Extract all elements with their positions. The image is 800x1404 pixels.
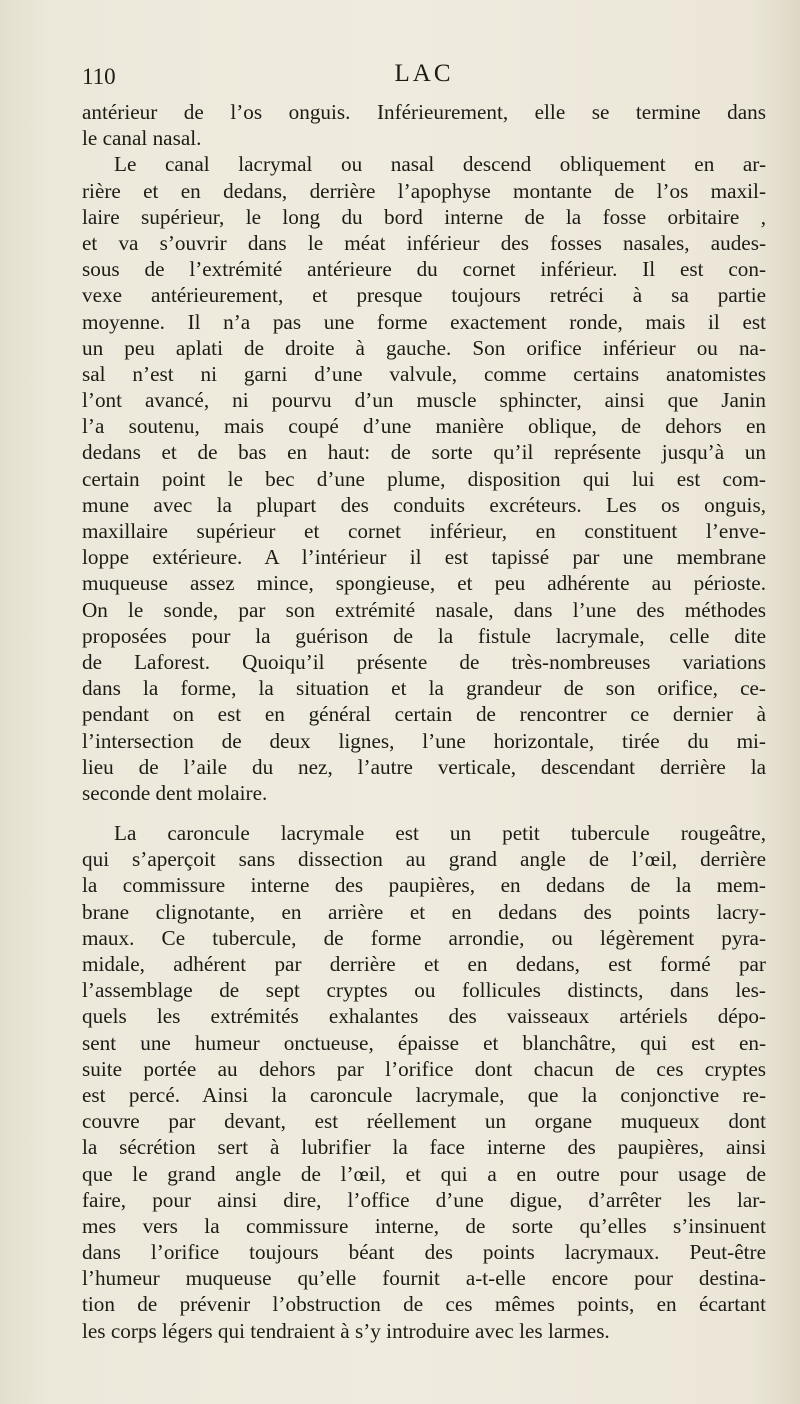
- text-line: le canal nasal.: [82, 126, 202, 151]
- text-line: On le sonde, par son extrémité nasale, dans l’une des méthodes: [82, 597, 766, 622]
- text-line: vexe antérieurement, et presque toujours retréci à sa partie: [82, 283, 766, 308]
- text-line: antérieur de l’os onguis. Inférieurement, elle se termine dans: [82, 100, 766, 124]
- text-line: La caroncule lacrymale est un petit tubercule rougeâtre,: [114, 821, 766, 846]
- text-line: midale, adhérent par derrière et en dedans, est formé par: [82, 952, 766, 976]
- paragraph: [82, 151, 766, 806]
- text-line: sous de l’extrémité antérieure du cornet inférieur. Il est con-: [82, 257, 766, 282]
- text-line: seconde dent molaire.: [82, 780, 268, 805]
- page-number: 110: [82, 64, 116, 89]
- text-line: suite portée au dehors par l’orifice dont chacun de ces cryptes: [82, 1056, 766, 1081]
- text-line: l’a soutenu, mais coupé d’une manière oblique, de dehors en: [82, 414, 766, 439]
- text-line: la commissure interne des paupières, en dedans de la mem-: [82, 873, 766, 898]
- text-line: rière et en dedans, derrière l’apophyse montante de l’os maxil-: [82, 178, 766, 203]
- text-line: maxillaire supérieur et cornet inférieur, en constituent l’enve-: [82, 519, 766, 543]
- text-line: dedans et de bas en haut: de sorte qu’il représente jusqu’à un: [82, 440, 766, 465]
- text-line: mune avec la plupart des conduits excréteurs. Les os onguis,: [82, 492, 766, 517]
- text-line: muqueuse assez mince, spongieuse, et peu adhérente au périoste.: [82, 571, 766, 596]
- text-line: couvre par devant, est réellement un organe muqueux dont: [82, 1109, 766, 1134]
- text-line: un peu aplati de droite à gauche. Son orifice inférieur ou na-: [82, 335, 766, 360]
- text-line: proposées pour la guérison de la fistule lacrymale, celle dite: [82, 623, 766, 648]
- text-line: l’intersection de deux lignes, l’une horizontale, tirée du mi-: [82, 728, 766, 753]
- text-line: loppe extérieure. A l’intérieur il est tapissé par une membrane: [82, 545, 766, 570]
- text-line: Le canal lacrymal ou nasal descend obliquement en ar-: [114, 152, 766, 177]
- paragraph: [82, 820, 766, 1344]
- text-line: qui s’aperçoit sans dissection au grand angle de l’œil, derrière: [82, 847, 766, 872]
- text-line: la sécrétion sert à lubrifier la face interne des paupières, ainsi: [82, 1135, 766, 1160]
- text-line: que le grand angle de l’œil, et qui a en outre pour usage de: [82, 1161, 766, 1186]
- text-line: laire supérieur, le long du bord interne de la fosse orbitaire ,: [82, 204, 766, 229]
- text-line: brane clignotante, en arrière et en dedans des points lacry-: [82, 899, 766, 924]
- text-line: l’humeur muqueuse qu’elle fournit a-t-elle encore pour destina-: [82, 1266, 766, 1291]
- text-line: tion de prévenir l’obstruction de ces mêmes points, en écartant: [82, 1292, 766, 1317]
- running-head: LAC: [394, 60, 454, 87]
- body-text: [82, 99, 766, 1344]
- text-line: certain point le bec d’une plume, disposition qui lui est com-: [82, 466, 766, 491]
- text-line: sent une humeur onctueuse, épaisse et blanchâtre, qui est en-: [82, 1030, 766, 1055]
- text-line: les corps légers qui tendraient à s’y introduire avec les larmes.: [82, 1318, 610, 1343]
- text-line: maux. Ce tubercule, de forme arrondie, ou légèrement pyra-: [82, 925, 766, 950]
- text-line: l’assemblage de sept cryptes ou follicules distincts, dans les-: [82, 978, 766, 1003]
- text-line: l’ont avancé, ni pourvu d’un muscle sphincter, ainsi que Janin: [82, 388, 766, 413]
- text-line: lieu de l’aile du nez, l’autre verticale, descendant derrière la: [82, 754, 766, 779]
- text-line: et va s’ouvrir dans le méat inférieur des fosses nasales, audes-: [82, 230, 766, 255]
- text-line: dans l’orifice toujours béant des points lacrymaux. Peut-être: [82, 1240, 766, 1265]
- text-line: de Laforest. Quoiqu’il présente de très-nombreuses variations: [82, 649, 766, 674]
- paragraph: [82, 99, 766, 151]
- text-line: mes vers la commissure interne, de sorte qu’elles s’insinuent: [82, 1213, 766, 1238]
- text-line: pendant on est en général certain de rencontrer ce dernier à: [82, 702, 766, 727]
- page-header: [82, 60, 766, 96]
- text-line: faire, pour ainsi dire, l’office d’une digue, d’arrêter les lar-: [82, 1187, 766, 1212]
- text-line: sal n’est ni garni d’une valvule, comme certains anatomistes: [82, 361, 766, 386]
- text-line: moyenne. Il n’a pas une forme exactement ronde, mais il est: [82, 309, 766, 334]
- text-line: quels les extrémités exhalantes des vaisseaux artériels dépo-: [82, 1004, 766, 1029]
- text-line: dans la forme, la situation et la grandeur de son orifice, ce-: [82, 676, 766, 701]
- paragraph-gap: [82, 806, 766, 820]
- text-line: est percé. Ainsi la caroncule lacrymale, que la conjonctive re-: [82, 1082, 766, 1107]
